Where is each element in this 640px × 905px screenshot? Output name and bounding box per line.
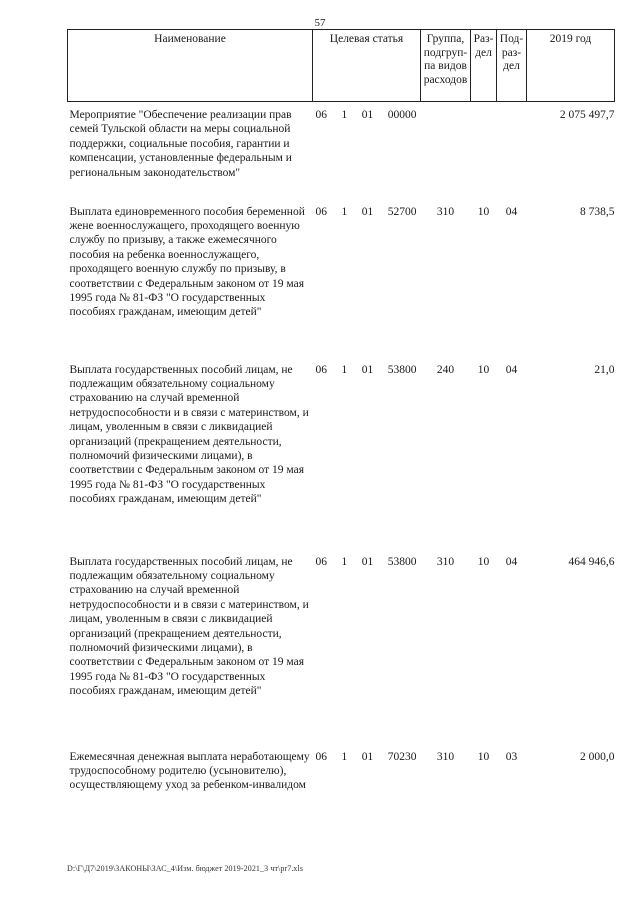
row-sum: 2 075 497,7	[559, 109, 615, 121]
row-group: 310	[436, 750, 455, 763]
target-event: 01	[361, 363, 374, 376]
row-subsection: 04	[505, 555, 518, 568]
header-group-line: подгруп-	[423, 46, 468, 59]
target-program: 06	[315, 205, 327, 218]
target-program: 06	[315, 555, 327, 568]
target-program: 06	[315, 750, 327, 763]
header-group-line: расходов	[423, 73, 468, 86]
header-year: 2019 год	[527, 30, 615, 102]
row-subsection	[497, 102, 527, 199]
header-group-line: па видов	[424, 60, 467, 72]
row-group: 240	[436, 363, 455, 376]
header-section	[471, 30, 497, 102]
budget-table	[67, 29, 615, 824]
table-row	[68, 357, 615, 549]
row-target	[313, 744, 421, 824]
row-target	[313, 102, 421, 199]
target-program: 06	[315, 363, 327, 376]
header-group-line: Группа,	[426, 33, 465, 45]
target-direction: 52700	[387, 205, 417, 218]
target-subprogram: 1	[341, 363, 348, 376]
row-group: 310	[436, 205, 455, 218]
header-name: Наименование	[68, 30, 313, 102]
row-sum: 2 000,0	[580, 750, 615, 763]
row-target	[313, 549, 421, 744]
row-target	[313, 357, 421, 549]
target-subprogram: 1	[341, 205, 348, 218]
table-row	[68, 199, 615, 357]
row-target	[313, 199, 421, 357]
row-section: 10	[477, 363, 490, 376]
header-group	[421, 30, 471, 102]
row-name: Мероприятие "Обеспечение реализации прав семей Тульской области на меры социальной поддержки, социальные пособия, гарантии и компенсации, установленные федеральным и региональным законодательством"	[69, 109, 292, 179]
target-event: 01	[361, 750, 374, 763]
header-target: Целевая статья	[313, 30, 421, 102]
row-group: 310	[436, 555, 455, 568]
row-subsection: 04	[505, 363, 518, 376]
header-subsection	[497, 30, 527, 102]
row-group	[421, 102, 471, 199]
table-row	[68, 102, 615, 199]
row-section: 10	[477, 750, 490, 763]
row-sum: 21,0	[594, 363, 615, 376]
header-subsection-line: Под-	[499, 33, 524, 45]
row-section: 10	[477, 205, 490, 218]
target-direction: 00000	[387, 109, 417, 121]
table-row	[68, 549, 615, 744]
target-direction: 53800	[387, 555, 417, 568]
row-sum: 8 738,5	[580, 205, 615, 218]
row-name: Ежемесячная денежная выплата неработающему трудоспособному родителю (усыновителю), осуществляющему уход за ребенком-инвалидом	[69, 750, 310, 792]
header-subsection-line: дел	[503, 60, 520, 72]
target-program: 06	[315, 109, 327, 121]
table-row	[68, 744, 615, 824]
file-path-footer: D:\Г\Д7\2019\ЗАКОНЫ\ЗАС_4\Изм. бюджет 2019-2021_3 чт\pr7.xls	[67, 864, 304, 873]
target-event: 01	[361, 109, 374, 121]
target-direction: 70230	[387, 750, 417, 763]
header-section-line: дел	[475, 46, 492, 59]
row-sum: 464 946,6	[568, 555, 615, 568]
header-section-line: Раз-	[473, 33, 494, 45]
row-name: Выплата государственных пособий лицам, не подлежащим обязательному социальному страхованию на случай временной нетрудоспособности и в связи с материнством, и лицам, уволенным в связи с ликвидацией организаций (прекращением деятельности, полномочий физическими лицами), в соответствии с Федеральным законом от 19 мая 1995 года № 81-ФЗ "О государственных пособиях гражданам, имеющим детей"	[69, 555, 309, 698]
row-section: 10	[477, 555, 490, 568]
page-number: 57	[314, 17, 326, 29]
target-subprogram: 1	[341, 750, 348, 763]
row-name: Выплата государственных пособий лицам, не подлежащим обязательному социальному страхованию на случай временной нетрудоспособности и в связи с материнством, и лицам, уволенным в связи с ликвидацией организаций (прекращением деятельности, полномочий физическими лицами), в соответствии с Федеральным законом от 19 мая 1995 года № 81-ФЗ "О государственных пособиях гражданам, имеющим детей"	[69, 363, 309, 506]
target-subprogram: 1	[341, 555, 348, 568]
target-event: 01	[361, 555, 374, 568]
table-header-row	[68, 30, 615, 102]
target-direction: 53800	[387, 363, 417, 376]
row-name: Выплата единовременного пособия беременной жене военнослужащего, проходящего военную службу по призыву, а также ежемесячного пособия на ребенка военнослужащего, проходящего военную службу по призыву, в соответствии с Федеральным законом от 19 мая 1995 года № 81-ФЗ "О государственных пособиях гражданам, имеющим детей"	[69, 205, 305, 319]
row-subsection: 03	[505, 750, 518, 763]
target-subprogram: 1	[341, 109, 348, 121]
row-section	[471, 102, 497, 199]
header-subsection-line: раз-	[501, 46, 522, 59]
target-event: 01	[361, 205, 374, 218]
row-subsection: 04	[505, 205, 518, 218]
